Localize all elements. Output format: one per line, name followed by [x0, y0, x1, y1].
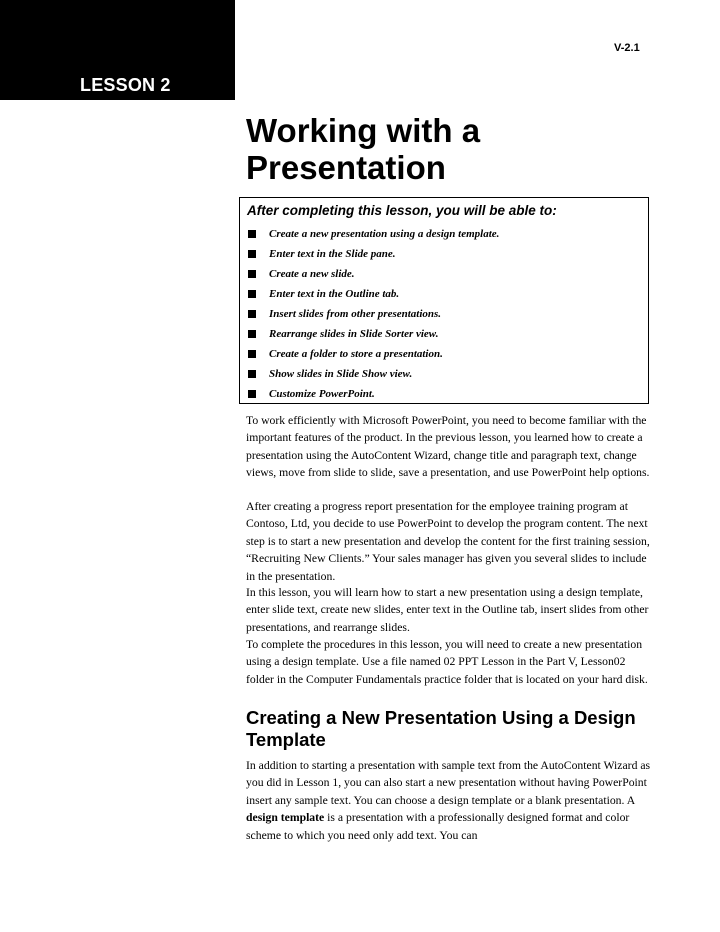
- scenario-paragraph: After creating a progress report presentation for the employee training program at Contoso, Ltd, you decide to use PowerPoint to develop the program content. The next step is to start a new presentation and develop the content for the first training session, “Recruiting New Clients.” Your sales manager has given you several slides to include in the presentation.: [246, 500, 650, 583]
- objective-text: Insert slides from other presentations.: [269, 308, 442, 320]
- objective-item: [248, 327, 499, 347]
- section-heading: Creating a New Presentation Using a Design Template: [246, 707, 636, 750]
- objective-text: Create a new presentation using a design template.: [269, 228, 500, 240]
- square-bullet-icon: [248, 350, 256, 358]
- square-bullet-icon: [248, 310, 256, 318]
- page-title: Working with a Presentation: [246, 112, 481, 186]
- objectives-heading: After completing this lesson, you will be able to:: [247, 203, 557, 218]
- square-bullet-icon: [248, 390, 256, 398]
- lesson-label: LESSON 2: [80, 75, 171, 95]
- objective-text: Show slides in Slide Show view.: [269, 368, 413, 380]
- square-bullet-icon: [248, 330, 256, 338]
- objective-item: [248, 227, 499, 247]
- objective-item: [248, 307, 499, 327]
- section-paragraph-text: In addition to starting a presentation with sample text from the AutoContent Wizard as you did in Lesson 1, you can also start a new presentation without having PowerPoint insert any sample text. You can choose a design template or a blank presentation. A: [246, 759, 651, 807]
- objective-item: [248, 267, 499, 287]
- square-bullet-icon: [248, 250, 256, 258]
- objective-item: [248, 367, 499, 387]
- objectives-list: [248, 227, 499, 407]
- square-bullet-icon: [248, 370, 256, 378]
- objectives-box: [239, 197, 649, 404]
- overview-paragraph: In this lesson, you will learn how to start a new presentation using a design template, enter slide text, create new slides, enter text in the Outline tab, insert slides from other presentations, and rearrange slides.: [246, 586, 649, 634]
- page-number: V-2.1: [614, 42, 640, 54]
- square-bullet-icon: [248, 270, 256, 278]
- objective-text: Enter text in the Outline tab.: [269, 288, 400, 300]
- section-paragraph: [246, 757, 656, 844]
- objective-text: Create a folder to store a presentation.: [269, 348, 443, 360]
- objective-text: Rearrange slides in Slide Sorter view.: [269, 328, 439, 340]
- objective-item: [248, 247, 499, 267]
- intro-paragraph: To work efficiently with Microsoft PowerPoint, you need to become familiar with the important features of the product. In the previous lesson, you learned how to create a presentation using the AutoContent Wizard, change title and paragraph text, change views, move from slide to slide, save a presentation, and use PowerPoint help options.: [246, 414, 650, 480]
- practice-file-paragraph: To complete the procedures in this lesson, you will need to create a new presentation using a design template. Use a file named 02 PPT Lesson in the Part V, Lesson02 folder in the Computer Fundamentals practice folder that is located on your hard disk.: [246, 638, 648, 686]
- square-bullet-icon: [248, 230, 256, 238]
- key-term: design template: [246, 811, 325, 825]
- objective-text: Customize PowerPoint.: [269, 388, 375, 400]
- objective-item: [248, 387, 499, 407]
- objective-text: Create a new slide.: [269, 268, 355, 280]
- square-bullet-icon: [248, 290, 256, 298]
- objective-item: [248, 287, 499, 307]
- objective-text: Enter text in the Slide pane.: [269, 248, 396, 260]
- objective-item: [248, 347, 499, 367]
- section-paragraph-text: is a presentation with a professionally designed format and color scheme to which you need only add text. You can: [246, 811, 630, 842]
